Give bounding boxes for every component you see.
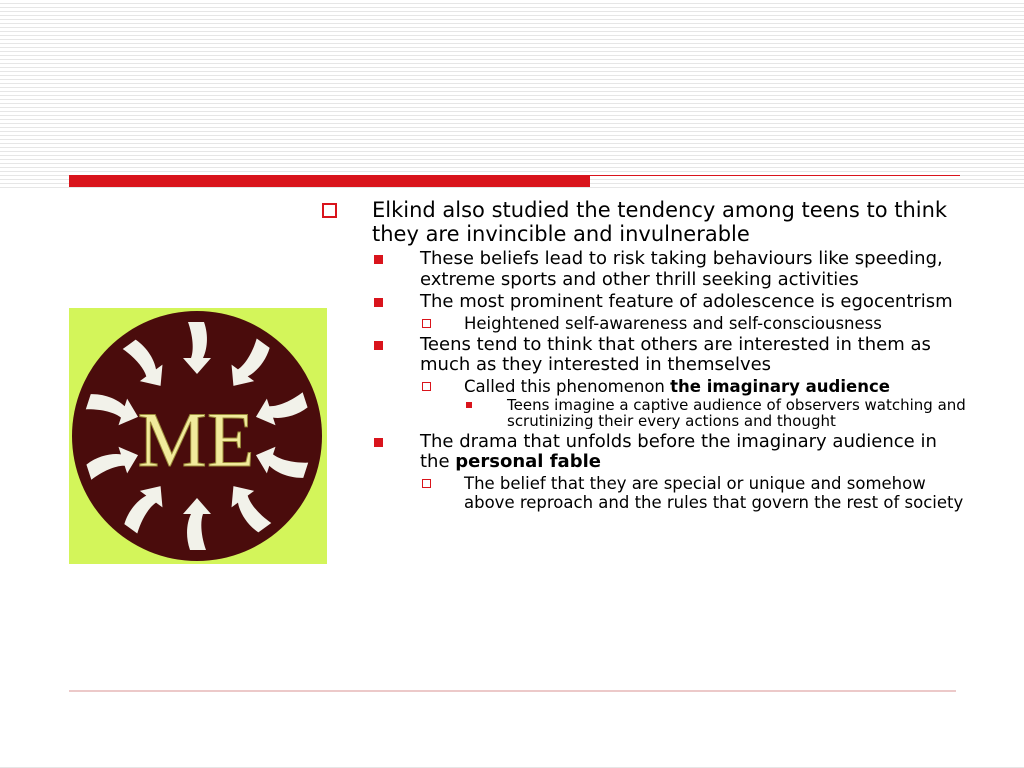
bullet-text: Called this phenomenon bbox=[464, 376, 671, 396]
bullet-list bbox=[318, 198, 968, 512]
filled-square-bullet-icon bbox=[466, 402, 472, 408]
bullet-text: The belief that they are special or unique and somehow above reproach and the rules that govern the rest of society bbox=[464, 473, 964, 512]
bullet-text: The most prominent feature of adolescence is egocentrism bbox=[420, 291, 953, 312]
bullet-level4 bbox=[318, 397, 968, 430]
bullet-text: Elkind also studied the tendency among teens to think they are invincible and invulnerable bbox=[372, 198, 948, 246]
bullet-bold-term: the imaginary audience bbox=[670, 376, 890, 396]
bullet-level3 bbox=[318, 377, 968, 396]
bullet-level3 bbox=[318, 474, 968, 512]
filled-square-bullet-icon bbox=[374, 438, 383, 447]
hollow-square-bullet-icon bbox=[422, 479, 431, 488]
bullet-bold-term: personal fable bbox=[455, 451, 601, 472]
footer-rule bbox=[69, 690, 956, 692]
hollow-square-bullet-icon bbox=[322, 203, 337, 218]
bullet-text: Teens tend to think that others are interested in them as much as they interested in themselves bbox=[420, 333, 931, 375]
bullet-level1 bbox=[318, 198, 968, 246]
title-rule-thick bbox=[69, 175, 590, 187]
bullet-text: Heightened self-awareness and self-consciousness bbox=[464, 313, 882, 333]
filled-square-bullet-icon bbox=[374, 255, 383, 264]
hollow-square-bullet-icon bbox=[422, 382, 431, 391]
bullet-level3 bbox=[318, 314, 968, 333]
hollow-square-bullet-icon bbox=[422, 319, 431, 328]
bullet-text: These beliefs lead to risk taking behaviours like speeding, extreme sports and other thrill seeking activities bbox=[420, 248, 943, 290]
filled-square-bullet-icon bbox=[374, 341, 383, 350]
bullet-level2 bbox=[318, 432, 968, 473]
me-label: ME bbox=[137, 396, 255, 483]
bullet-level2 bbox=[318, 292, 968, 313]
bullet-text: Teens imagine a captive audience of observers watching and scrutinizing their every actions and thought bbox=[507, 395, 966, 430]
me-picture bbox=[69, 308, 327, 564]
filled-square-bullet-icon bbox=[374, 298, 383, 307]
header-band bbox=[0, 0, 1024, 188]
me-circle-inward-arrows-icon bbox=[69, 308, 327, 564]
bullet-level2 bbox=[318, 249, 968, 290]
bullet-level2 bbox=[318, 335, 968, 376]
title-rule-thin bbox=[590, 175, 960, 176]
bullet-text: The drama that unfolds before the imaginary audience in the bbox=[420, 430, 937, 472]
